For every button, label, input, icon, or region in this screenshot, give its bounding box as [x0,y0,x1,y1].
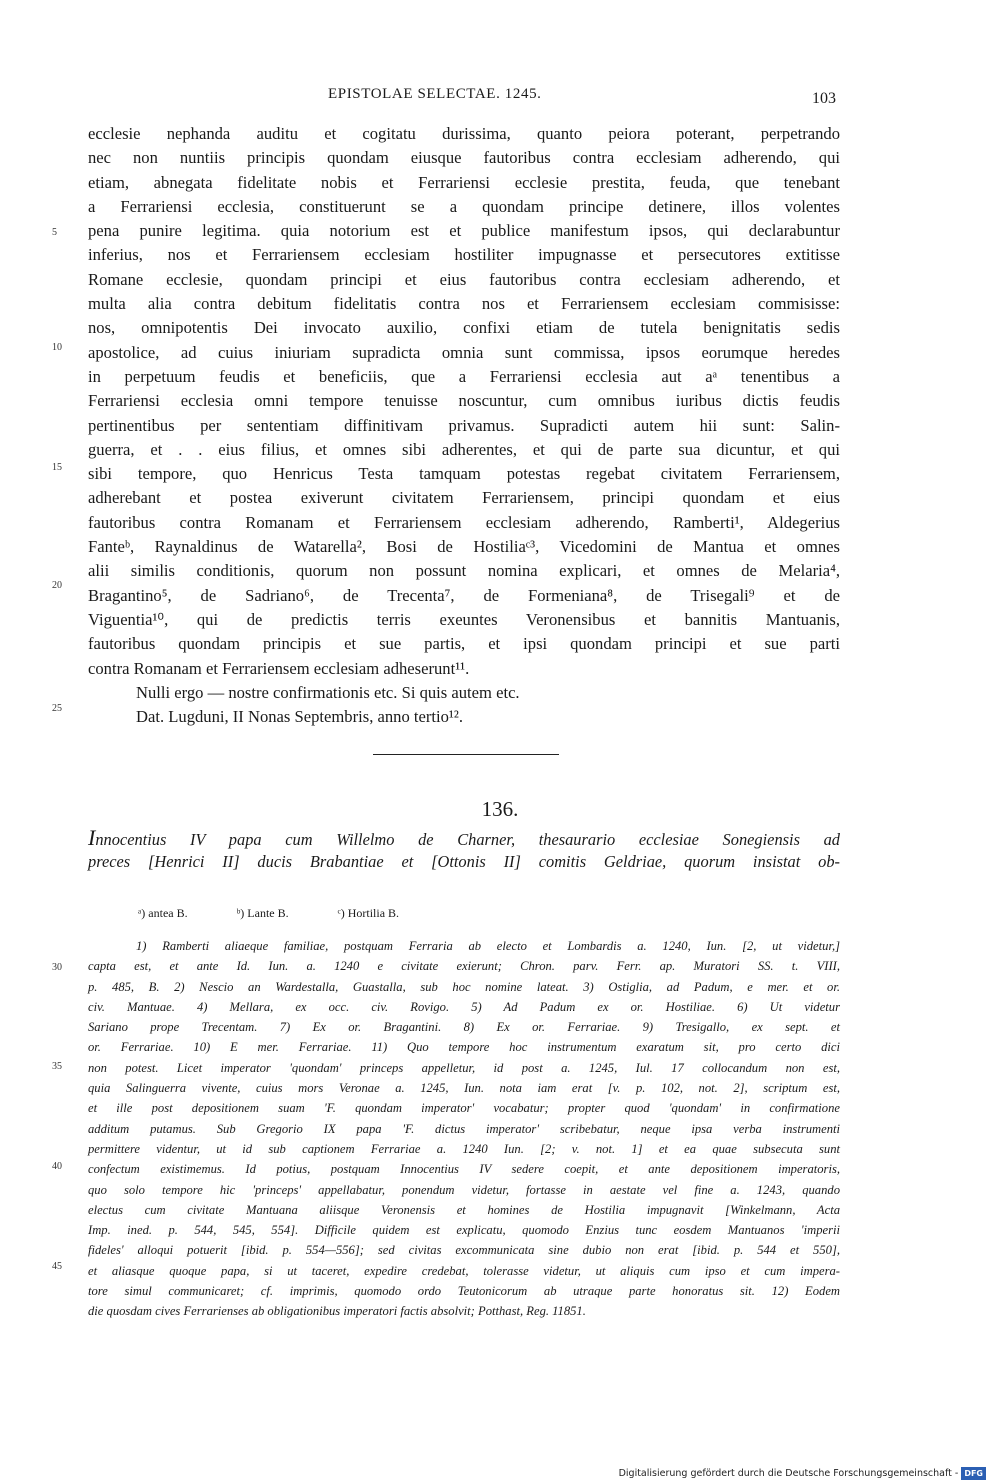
variant-reading: ᵃ) antea B. [138,906,188,920]
text-line: Ferrariensi ecclesia omni tempore tenuisse noscuntur, cum omnibus iuribus dictis feudis [88,391,840,411]
text-line: ecclesie nephanda auditu et cogitatu durissima, quanto peiora poterant, perpetrando [88,124,840,143]
variant-reading: ᵇ) Lante B. [236,906,289,920]
credit-text: Digitalisierung gefördert durch die Deutsche Forschungsgemeinschaft - [618,1468,959,1479]
footnote-line: confectum existimemus. Id potius, postquam Innocentius IV sedere coepit, et ante depositionem imperatoris, [88,1162,840,1177]
footnote-line: p. 485, B. 2) Nescio an Wardestalla, Guastalla, sub hoc nomine lateat. 3) Ostiglia, ad Padum, e mer. et or. [88,979,840,994]
text-line: multa alia contra debitum fidelitatis contra nos et Ferrariensem ecclesiam commisisse: [88,294,840,314]
footnote-line: fideles' alloqui potuerit [ibid. p. 554—556]; sed civitas excommunicata sine dubio non erat [ibid. p. 544 et 550], [88,1243,840,1258]
document-number: 136. [481,797,519,821]
footnote-line: civ. Mantuae. 4) Mellara, ex occ. civ. Rovigo. 5) Ad Padum ex or. Hostiliae. 6) Ut videtur [88,999,840,1014]
text-line: pertinentibus per sententiam diffinitivam privamus. Supradicti autem hii sunt: Salin- [88,415,840,435]
summary-line: Innocentius IV papa cum Willelmo de Charner, thesaurario ecclesiae Sonegiensis ad [88,825,840,850]
line-number: 40 [52,1161,62,1172]
line-number: 10 [52,342,62,353]
line-number: 5 [52,227,57,238]
dfg-logo: DFG [961,1467,986,1480]
document-summary [88,826,840,874]
footnote-line: 1) Ramberti aliaeque familiae, postquam Ferraria ab electo et Lombardis a. 1240, Iun. [2, ut videtur,] [136,939,840,953]
text-line: adherebant et postea exiverunt civitatem Ferrariensem, principi quondam et eius [88,488,840,508]
text-line: guerra, et . . eius filius, et omnes sibi adherentes, et qui de parte sua dicuntur, et qui [88,439,840,459]
text-line: fautoribus contra Romanam et Ferrariensem ecclesiam adherendo, Ramberti¹, Aldegerius [88,512,840,532]
text-line: Fanteᵇ, Raynaldinus de Watarella², Bosi de Hostiliaᶜ³, Vicedomini de Mantua et omnes [88,537,840,557]
line-number: 30 [52,962,62,973]
letter-body [88,122,840,729]
footnotes [88,936,840,1322]
text-line: Romane ecclesie, quondam principi et eius fautoribus contra ecclesiam adherendo, et [88,269,840,289]
footnote-line: or. Ferrariae. 10) E mer. Ferrariae. 11) Quo tempore hoc instrumentum exaratum sit, pro certo dici [88,1040,840,1055]
text-line: etiam, abnegata fidelitate nobis et Ferrariensi ecclesie prestita, feuda, que tenebant [88,172,840,192]
line-number: 45 [52,1261,62,1272]
footnote-line: electus cum civitate Mantuana aliisque Veronensis et homines de Hostilia impugnavit [Winkelmann, Acta [88,1202,840,1217]
footnote-line: capta est, et ante Id. Iun. a. 1240 e civitate exierunt; Chron. parv. Ferr. ap. Muratori SS. t. VIII, [88,959,840,974]
text-line: nos, omnipotentis Dei invocato auxilio, confixi etiam de tutela benignitatis sedis [88,318,840,338]
text-line: inferius, nos et Ferrariensem ecclesiam hostiliter impugnasse et persecutores extitisse [88,245,840,265]
text-line: nec non nuntiis principis quondam eiusque fautoribus contra ecclesiam adherendo, qui [88,148,840,168]
section-divider [373,754,559,755]
text-line: Nulli ergo — nostre confirmationis etc. Si quis autem etc. [136,682,520,702]
text-line: Bragantino⁵, de Sadriano⁶, de Trecenta⁷, de Formeniana⁸, de Trisegali⁹ et de [88,585,840,605]
page-number: 103 [812,90,836,107]
text-line: pena punire legitima. quia notorium est et publice manifestum ipsos, qui declarabuntur [88,221,840,241]
running-title: EPISTOLAE SELECTAE. 1245. [328,86,542,102]
footnote-line: Sariano prope Trecentam. 7) Ex or. Bragantini. 8) Ex or. Ferrariae. 9) Tresigallo, ex sept. et [88,1020,840,1035]
line-number: 25 [52,703,62,714]
footnote-line: quo solo tempore hic 'princeps' appellabatur, ponendum videtur, fortasse in aestate vel fine a. 1243, quando [88,1182,840,1197]
footnote-line: non potest. Licet imperator 'quondam' princeps appelletur, id post a. 1245, Iul. 17 collocandum non est, [88,1060,840,1075]
line-number: 15 [52,462,62,473]
footnote-line: Imp. ined. p. 544, 545, 554]. Difficile quidem est explicatu, quomodo Enzius tunc eosdem Mantuanos 'imperii [88,1223,840,1238]
footnote-line: additum putamus. Sub Gregorio IX papa 'F. dictus imperator' scribebatur, neque ipsa verba instrumenti [88,1121,840,1136]
footnote-line: permittere videntur, ut id sub captionem Ferrariae a. 1240 Iun. [2; v. not. 1] et ea quae subsecuta sunt [88,1141,840,1156]
summary-line: preces [Henrici II] ducis Brabantiae et [Ottonis II] comitis Geldriae, quorum insistat ob- [88,852,840,871]
text-line: apostolice, ad cuius iniuriam supradicta omnia sunt commissa, ipsos eorumque heredes [88,342,840,362]
text-line: in perpetuum feudis et beneficiis, que a Ferrariensi ecclesia aut aᵃ tenentibus a [88,366,840,386]
text-line: alii similis conditionis, quorum non possunt nomina explicari, et omnes de Melaria⁴, [88,561,840,581]
footnote-line: quia Salinguerra vivente, cuius mors Veronae a. 1245, Iun. nota iam erat [v. p. 102, not. 2], scriptum est, [88,1081,840,1096]
footnote-line: et aliasque quoque papa, si ut taceret, expedire credebat, tolerasse videtur, ut aliquis cum ipso et cum impera- [88,1263,840,1278]
variant-readings [138,906,445,921]
variant-reading: ᶜ) Hortilia B. [337,906,400,920]
digitization-credit [619,1466,986,1481]
line-number: 20 [52,580,62,591]
text-line: sibi tempore, quo Henricus Testa tamquam potestas regebat civitatem Ferrariensem, [88,464,840,484]
footnote-line: tore simul communicaret; cf. imprimis, quomodo ordo Teutonicorum ab utraque parte honoratus sit. 12) Eodem [88,1284,840,1299]
text-line: contra Romanam et Ferrariensem ecclesiam adheserunt¹¹. [88,658,470,678]
text-line: fautoribus quondam principis et sue partis, et ipsi quondam principi et sue parti [88,634,840,654]
line-number: 35 [52,1061,62,1072]
footnote-line: et ille post depositionem suam 'F. quondam imperator' vocabatur; propter quod 'quondam' in confirmatione [88,1101,840,1116]
footnote-line: die quosdam cives Ferrarienses ab obligationibus imperatori factis absolvit; Potthast, Reg. 11851. [88,1304,586,1319]
text-line: a Ferrariensi ecclesia, constituerunt se a quondam principe detinere, illos volentes [88,196,840,216]
text-line: Viguentia¹⁰, qui de predictis terris exeuntes Veronensibus et bannitis Mantuanis, [88,609,840,629]
dating-clause: Dat. Lugduni, II Nonas Septembris, anno tertio¹². [136,707,464,727]
page-header [0,86,1000,110]
